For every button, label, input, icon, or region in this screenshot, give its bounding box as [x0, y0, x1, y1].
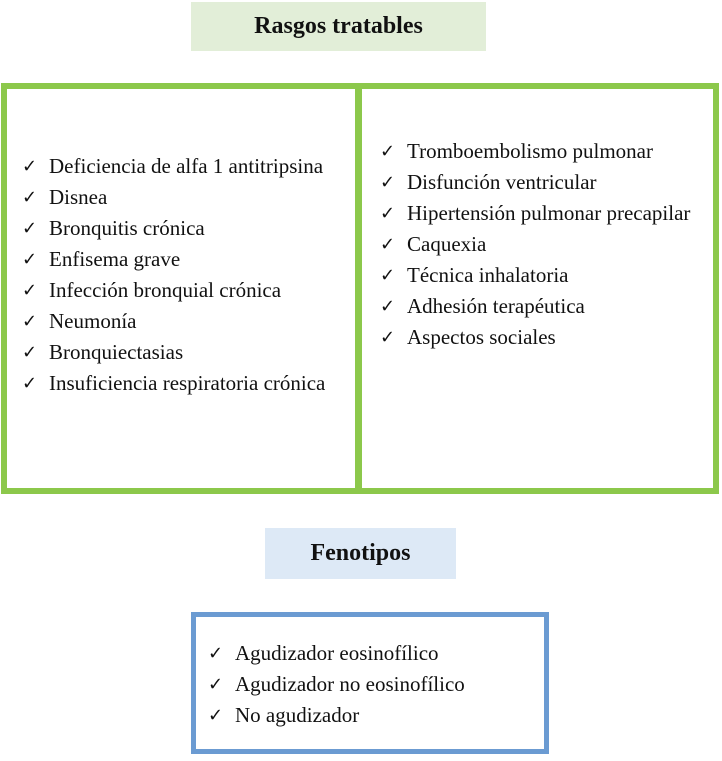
- list-item: [22, 275, 350, 306]
- check-icon: ✓: [208, 705, 224, 726]
- list-item-label: No agudizador: [235, 703, 360, 727]
- list-item: [22, 306, 350, 337]
- check-icon: ✓: [380, 327, 396, 348]
- list-item-label: Técnica inhalatoria: [407, 263, 569, 287]
- list-item-label: Bronquitis crónica: [49, 216, 205, 240]
- list-item-label: Adhesión terapéutica: [407, 294, 585, 318]
- list-item: [208, 700, 538, 731]
- list-item-label: Agudizador no eosinofílico: [235, 672, 465, 696]
- rasgos-tratables-title: Rasgos tratables: [191, 2, 486, 51]
- fenotipos-title: Fenotipos: [265, 528, 456, 579]
- check-icon: ✓: [380, 265, 396, 286]
- list-item: [380, 229, 714, 260]
- list-item: [22, 368, 350, 399]
- check-icon: ✓: [380, 234, 396, 255]
- list-item: [22, 337, 350, 368]
- list-item: [380, 167, 714, 198]
- list-item: [380, 260, 714, 291]
- check-icon: ✓: [22, 311, 38, 332]
- list-item-label: Caquexia: [407, 232, 487, 256]
- list-item: [22, 182, 350, 213]
- check-icon: ✓: [22, 218, 38, 239]
- list-item-label: Enfisema grave: [49, 247, 181, 271]
- list-item: [208, 638, 538, 669]
- list-item: [22, 244, 350, 275]
- list-item-label: Insuficiencia respiratoria crónica: [49, 371, 326, 395]
- list-item-label: Infección bronquial crónica: [49, 278, 282, 302]
- list-item: [208, 669, 538, 700]
- list-item-label: Hipertensión pulmonar precapilar: [407, 201, 691, 225]
- check-icon: ✓: [22, 249, 38, 270]
- check-icon: ✓: [208, 674, 224, 695]
- list-item-label: Tromboembolismo pulmonar: [407, 139, 653, 163]
- list-item-label: Deficiencia de alfa 1 antitripsina: [49, 154, 324, 178]
- list-item: [22, 151, 350, 182]
- check-icon: ✓: [380, 296, 396, 317]
- check-icon: ✓: [22, 280, 38, 301]
- list-item: [380, 136, 714, 167]
- list-item-label: Bronquiectasias: [49, 340, 184, 364]
- check-icon: ✓: [208, 643, 224, 664]
- list-item: [380, 291, 714, 322]
- list-item-label: Disfunción ventricular: [407, 170, 597, 194]
- list-item: [380, 322, 714, 353]
- list-item-label: Agudizador eosinofílico: [235, 641, 439, 665]
- list-item-label: Disnea: [49, 185, 108, 209]
- check-icon: ✓: [380, 172, 396, 193]
- check-icon: ✓: [380, 141, 396, 162]
- list-item: [380, 198, 714, 229]
- check-icon: ✓: [380, 203, 396, 224]
- rasgos-right-list: [380, 136, 714, 353]
- rasgos-left-list: [22, 151, 350, 399]
- list-item-label: Neumonía: [49, 309, 137, 333]
- check-icon: ✓: [22, 373, 38, 394]
- list-item: [22, 213, 350, 244]
- rasgos-column-divider: [355, 83, 362, 494]
- check-icon: ✓: [22, 156, 38, 177]
- fenotipos-list: [208, 638, 538, 731]
- check-icon: ✓: [22, 187, 38, 208]
- check-icon: ✓: [22, 342, 38, 363]
- list-item-label: Aspectos sociales: [407, 325, 556, 349]
